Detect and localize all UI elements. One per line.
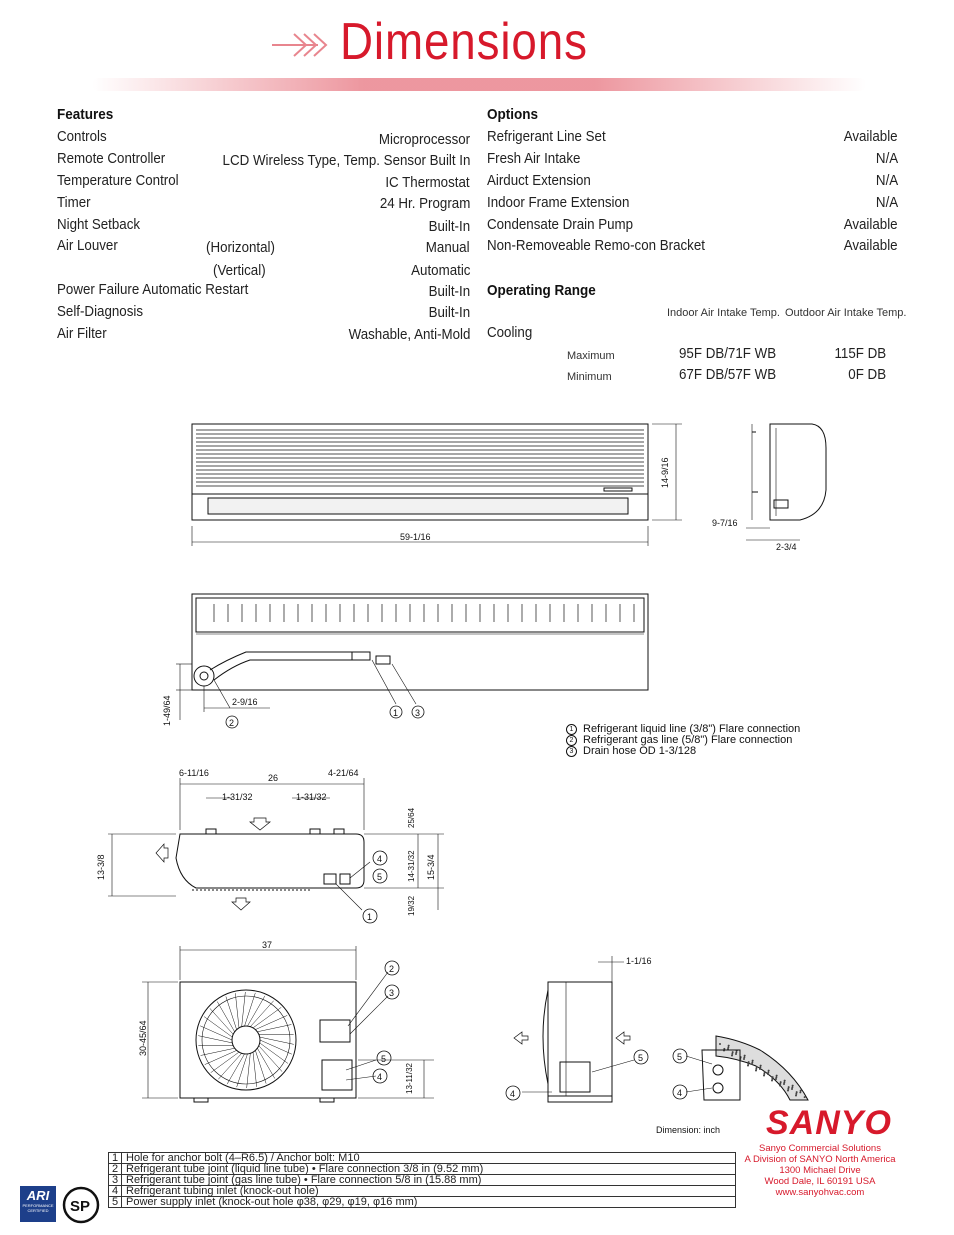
feature-label: Timer (57, 195, 91, 211)
outdoor-span-dim: 26 (268, 773, 279, 783)
fan-grille-spoke (226, 996, 237, 1029)
indoor-depth-a-dim: 9-7/16 (712, 518, 738, 528)
detail-dot (752, 1060, 754, 1062)
legend-text: Power supply inlet (knock-out hole φ38, φ29, φ19, φ16 mm) (122, 1197, 736, 1208)
outdoor-width-dim: 37 (262, 940, 273, 950)
feature-value: Built-In (428, 305, 470, 321)
callout-5-front: 5 (381, 1054, 387, 1064)
legend-number: 4 (109, 1186, 122, 1197)
piping-legend-text: Refrigerant liquid line (3/8") Flare connection (583, 723, 801, 735)
detail-dot (795, 1095, 797, 1097)
callout-2-rear: 2 (229, 718, 235, 728)
detail-dot (799, 1091, 801, 1093)
callout-1-top: 1 (367, 912, 373, 922)
outdoor-depth-total-dim: 13-3/8 (96, 854, 106, 880)
front-view-callouts (373, 961, 399, 1083)
options-heading: Options (487, 106, 539, 123)
option-value: Available (844, 238, 898, 254)
fan-grille-spoke (211, 1052, 239, 1072)
option-value: N/A (875, 195, 898, 211)
outdoor-slot-a-dim: 1-31/32 (222, 792, 253, 802)
feature-value: Microprocessor (378, 132, 470, 148)
legend-number: 2 (109, 1164, 122, 1175)
indoor-unit-front-view (192, 424, 682, 546)
feature-label: Controls (57, 129, 107, 145)
indoor-intake-col-header: Indoor Air Intake Temp. (667, 307, 780, 319)
inlet-detail-view (686, 1036, 808, 1100)
csa-certification-icon (62, 1186, 100, 1224)
indoor-height-dim: 14-9/16 (660, 457, 670, 488)
legend-text: Refrigerant tube joint (liquid line tube) • Flare connection 3/8 in (9.52 mm) (122, 1164, 736, 1175)
detail-dot (791, 1088, 793, 1090)
fan-grille-spoke (247, 1053, 251, 1088)
detail-dot (795, 1093, 797, 1095)
legend-row (109, 1197, 736, 1208)
detail-dot (772, 1076, 774, 1078)
fan-grille-spoke (257, 1048, 274, 1078)
detail-dot (735, 1051, 737, 1053)
option-value: Available (844, 129, 898, 145)
detail-dot (735, 1053, 737, 1055)
feature-sublabel: (Vertical) (213, 263, 266, 279)
detail-dot (760, 1065, 762, 1067)
detail-dot (767, 1071, 769, 1073)
outdoor-inlet-height-dim: 13-11/32 (405, 1063, 414, 1094)
feature-value: Washable, Anti-Mold (348, 327, 470, 343)
detail-dot (727, 1046, 729, 1048)
detail-dot (744, 1055, 746, 1057)
option-value: Available (844, 217, 898, 233)
feature-label: Air Filter (57, 326, 107, 342)
detail-dot (732, 1051, 734, 1053)
piping-legend-number: 1 (566, 724, 577, 735)
legend-row (109, 1186, 736, 1197)
option-label: Fresh Air Intake (487, 151, 581, 167)
callout-5-top: 5 (377, 872, 383, 882)
outdoor-top-gap-dim: 25/64 (407, 807, 416, 828)
minimum-indoor-value: 67F DB/57F WB (679, 367, 777, 383)
detail-dot (759, 1068, 761, 1070)
option-label: Refrigerant Line Set (487, 129, 606, 145)
outdoor-right-offset-dim: 4-21/64 (328, 768, 359, 778)
feature-label: Self-Diagnosis (57, 304, 144, 320)
detail-dot (796, 1091, 798, 1093)
indoor-width-dim: 59-1/16 (400, 532, 431, 542)
detail-dot (728, 1045, 730, 1047)
feature-sublabel: (Horizontal) (206, 240, 275, 256)
detail-dot (767, 1073, 769, 1075)
callout-4-front: 4 (377, 1072, 383, 1082)
feature-label: Temperature Control (57, 173, 179, 189)
callout-4-side: 4 (510, 1089, 516, 1099)
piping-legend-text: Drain hose OD 1-3/128 (583, 745, 697, 757)
company-line: 1300 Michael Drive (779, 1165, 861, 1176)
indoor-depth-b-dim: 2-3/4 (776, 542, 797, 552)
legend-number: 5 (109, 1197, 122, 1208)
detail-dot (779, 1085, 781, 1087)
callout-4-top: 4 (377, 854, 383, 864)
detail-dot (804, 1096, 806, 1098)
fan-grille-spoke (255, 1050, 266, 1083)
company-line: A Division of SANYO North America (744, 1154, 896, 1165)
ari-certified-logo (20, 1186, 56, 1222)
dimension-unit-note: Dimension: inch (656, 1125, 721, 1135)
option-label: Condensate Drain Pump (487, 217, 634, 233)
detail-dot (779, 1083, 781, 1085)
legend-row (109, 1175, 736, 1186)
detail-dot (763, 1075, 765, 1077)
maximum-indoor-value: 95F DB/71F WB (679, 346, 777, 362)
detail-dot (759, 1066, 761, 1068)
legend-text: Hole for anchor bolt (4–R6.5) / Anchor bolt: M10 (122, 1153, 736, 1164)
piping-legend-item (566, 745, 696, 757)
detail-dot (743, 1058, 745, 1060)
outdoor-slot-b-dim: 1-31/32 (296, 792, 327, 802)
legend-number: 1 (109, 1153, 122, 1164)
detail-dot (747, 1063, 749, 1065)
detail-dot (764, 1071, 766, 1073)
fan-grille-spoke (201, 1048, 235, 1055)
outdoor-depth-overall-dim: 15-3/4 (426, 854, 436, 880)
detail-dot (771, 1078, 773, 1080)
option-label: Airduct Extension (487, 173, 591, 189)
detail-dot (784, 1080, 786, 1082)
fan-grille-spoke (235, 993, 239, 1028)
legend-row (109, 1153, 736, 1164)
company-address (740, 1143, 900, 1198)
feature-value: Manual (426, 240, 470, 256)
indoor-pipe-height-dim: 1-49/64 (162, 695, 172, 726)
outdoor-unit-side-view (514, 956, 634, 1102)
callout-5-detail: 5 (677, 1052, 683, 1062)
fan-grille-spoke (198, 1036, 232, 1043)
detail-dot (755, 1070, 757, 1072)
detail-dot (743, 1056, 745, 1058)
detail-dot (787, 1088, 789, 1090)
outdoor-unit-top-view (108, 778, 444, 910)
callout-3-front: 3 (389, 988, 395, 998)
detail-dot (731, 1055, 733, 1057)
feature-label: Remote Controller (57, 151, 166, 167)
fan-grille-spoke (227, 1054, 244, 1084)
detail-dot (780, 1081, 782, 1083)
feature-value: IC Thermostat (385, 175, 470, 191)
company-line: Wood Dale, IL 60191 USA (764, 1176, 876, 1187)
detail-dot (719, 1043, 721, 1045)
detail-dot (783, 1081, 785, 1083)
detail-dot (776, 1075, 778, 1077)
option-label: Indoor Frame Extension (487, 195, 630, 211)
fan-grille-spoke (247, 996, 264, 1026)
detail-dot (771, 1080, 773, 1082)
feature-label: Air Louver (57, 238, 118, 254)
fan-grille-spoke (260, 1037, 294, 1044)
detail-dot (768, 1070, 770, 1072)
detail-dot (751, 1063, 753, 1065)
fan-grille-spoke (210, 1008, 233, 1034)
callout-5-side: 5 (638, 1053, 644, 1063)
fan-grille-spoke (259, 1046, 282, 1072)
detail-dot (800, 1090, 802, 1092)
operating-range-heading: Operating Range (487, 282, 596, 299)
outdoor-foot-span-dim: 14-31/32 (407, 850, 416, 882)
legend-row (109, 1164, 736, 1175)
feature-value: LCD Wireless Type, Temp. Sensor Built In (222, 153, 470, 169)
company-line: Sanyo Commercial Solutions (759, 1143, 881, 1154)
piping-legend-text: Refrigerant gas line (5/8") Flare connection (583, 734, 793, 746)
outdoor-legend-table (108, 1152, 736, 1208)
option-label: Non-Removeable Remo-con Bracket (487, 238, 705, 254)
legend-text: Refrigerant tubing inlet (knock-out hole) (122, 1186, 736, 1197)
legend-text: Refrigerant tube joint (gas line tube) • Flare connection 5/8 in (15.88 mm) (122, 1175, 736, 1186)
ari-logo-subtext: PERFORMANCE CERTIFIED (22, 1203, 54, 1213)
fan-grille-spoke (257, 1025, 291, 1032)
indoor-unit-side-view (746, 424, 826, 540)
feature-value: Built-In (428, 284, 470, 300)
maximum-outdoor-value: 115F DB (834, 346, 886, 362)
outdoor-height-dim: 30-45/64 (138, 1020, 148, 1056)
ari-logo-text: ARI (26, 1188, 50, 1203)
detail-dot (792, 1085, 794, 1087)
csa-logo-text: SP (70, 1198, 91, 1215)
callout-4-detail: 4 (677, 1088, 683, 1098)
callout-1-rear: 1 (393, 708, 399, 718)
feature-label: Night Setback (57, 217, 141, 233)
cooling-mode-label: Cooling (487, 325, 533, 341)
features-heading: Features (57, 106, 114, 123)
detail-dot (731, 1053, 733, 1055)
feature-value: Built-In (428, 219, 470, 235)
fan-grille-spoke (253, 1052, 257, 1087)
callout-2-front: 2 (389, 964, 395, 974)
fan-grille-spoke (237, 1054, 248, 1087)
detail-dot (787, 1090, 789, 1092)
detail-dot (775, 1076, 777, 1078)
option-value: N/A (875, 151, 898, 167)
page-title: Dimensions (340, 13, 588, 71)
detail-dot (747, 1065, 749, 1067)
fan-grille-spoke (217, 1002, 234, 1032)
detail-dot (783, 1083, 785, 1085)
feature-value: Automatic (410, 263, 470, 279)
detail-dot (756, 1066, 758, 1068)
detail-dot (748, 1061, 750, 1063)
company-line: www.sanyohvac.com (775, 1187, 865, 1198)
minimum-outdoor-value: 0F DB (848, 367, 886, 383)
detail-dot (791, 1086, 793, 1088)
option-value: N/A (875, 173, 898, 189)
piping-legend-number: 3 (566, 746, 577, 757)
detail-dot (788, 1086, 790, 1088)
feature-value: 24 Hr. Program (379, 196, 470, 212)
piping-legend-number: 2 (566, 735, 577, 746)
outdoor-side-offset-dim: 1-1/16 (626, 956, 652, 966)
maximum-label: Maximum (567, 350, 615, 362)
fan-grille-spoke (253, 1007, 281, 1027)
outdoor-bottom-gap-dim: 19/32 (407, 895, 416, 916)
sanyo-logo: SANYO (766, 1104, 892, 1142)
minimum-label: Minimum (567, 371, 612, 383)
detail-dot (755, 1068, 757, 1070)
feature-label: Power Failure Automatic Restart (57, 282, 249, 298)
fan-grille-spoke (245, 993, 256, 1026)
fan-grille-spoke (242, 992, 246, 1027)
detail-dot (763, 1073, 765, 1075)
callout-3-rear: 3 (415, 708, 421, 718)
indoor-pipe-offset-dim: 2-9/16 (232, 697, 258, 707)
legend-number: 3 (109, 1175, 122, 1186)
outdoor-left-offset-dim: 6-11/16 (179, 768, 209, 778)
detail-dot (751, 1061, 753, 1063)
outdoor-intake-col-header: Outdoor Air Intake Temp. (785, 307, 907, 319)
detail-dot (775, 1078, 777, 1080)
